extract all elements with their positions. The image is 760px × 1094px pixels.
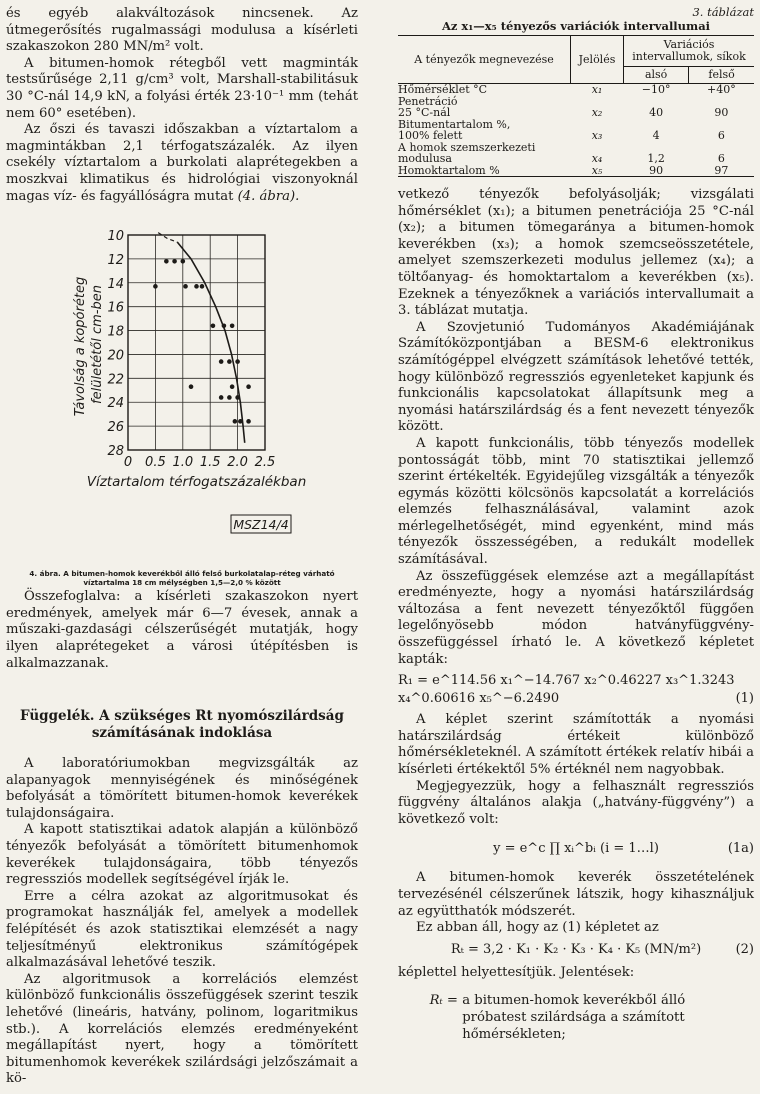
x-tick-label: 0 [123,455,133,471]
table-number: 3. táblázat [692,5,754,19]
equation-1 [398,672,754,708]
data-point [181,259,186,264]
data-point [235,395,240,400]
cell-symbol: x₄ [591,152,603,165]
appendix-title-line: Függelék. A szükséges Rt nyomószilárdság [20,708,344,725]
cell-max: 97 [714,163,729,177]
paragraph: Megjegyezzük, hogy a felhasznált regressziós függvény általános alakja („hatvány-függvény”) a következő volt: [398,778,754,827]
table-row [398,130,754,142]
data-point [227,359,232,364]
data-point [233,419,238,424]
y-tick-label: 22 [107,372,124,388]
paragraph: és egyéb alakváltozások nincsenek. Az útmegerősítés rugalmassági modulusa a kísérleti szakaszokon 280 MN/m² volt. [6,6,358,55]
definition-symbol: Rₜ = [429,993,458,1009]
y-tick-label: 18 [107,324,124,340]
x-axis-label-line-1: Víztartalom térfogatszázalékban [86,474,307,491]
cell-symbol: x₁ [591,83,603,96]
paragraph: A bitumen-homok rétegből vett magminták testsűrűsége 2,11 g/cm³ volt, Marshall-stabilitásuk 30 °C-nál 14,9 kN, a folyási érték 23·10⁻¹ mm (tehát nem 60° esetében). [6,55,358,121]
stamp-text: MSZ14/4 [233,517,289,533]
paragraph: Ez abban áll, hogy az (1) képletet az [416,920,659,936]
equation-2-formula: Rₜ = 3,2 · K₁ · K₂ · K₃ · K₄ · K₅ (MN/m²) [450,941,702,957]
paragraph: A kapott funkcionális, több tényezős modellek pontosságát több, mint 70 statisztikai jellemző szerint értékelték. Egyidejűleg vizsgálták a tényezők egymás közötti kölcsönös kapcsolatát a korrelációs elemzés felhasználásával, valamint azok mérlegelhetőségét, mind egyenként, mind más tényezők összességében, a redukált modellek számításával. [398,435,754,568]
cell-name: A homok szemszerkezeti [398,140,536,154]
data-point [230,324,235,329]
cell-name: Penetráció [398,94,458,108]
data-point [222,324,227,329]
cell-name: 100% felett [398,129,463,142]
paragraph: A Szovjetunió Tudományos Akadémiájának Számítóközpontjában a BESM-6 elektronikus számítógéppel elvégzett számítások lehetővé tették, hogy különböző regressziós egyenleteket kapjunk és funkcionális kapcsolatokat állapítsunk meg a nyomási határszilárdság és a fent nevezett tényezők között. [398,319,754,435]
equation-1a-formula: y = e^c ∏ xᵢ^bᵢ (i = 1…l) [493,841,659,857]
left-column [6,6,358,1088]
x-tick-label: 1.0 [172,455,194,471]
y-axis-label-line-1: Távolság a kopóréteg [73,276,88,417]
right-column [398,6,754,1043]
figure-reference: (4. ábra). [237,188,300,204]
cell-name: Hőmérséklet °C [398,83,488,96]
table-body [398,84,754,177]
cell-name: Bitumentartalom %, [398,117,511,131]
paragraph: A képlet szerint számították a nyomási határszilárdság értékeit különböző hőmérsékleteknél. A számított értékek relatív hibái a kísérleti értékektől 5% értéknél nem nagyobbak. [398,712,754,777]
y-tick-label: 24 [107,396,124,412]
data-point [235,359,240,364]
scatter-chart [6,211,358,561]
cell-max: +40° [707,83,736,96]
table-row [398,96,754,108]
y-tick-label: 16 [107,300,124,316]
equation-1-formula: R₁ = e^114.56 x₁^−14.767 x₂^0.46227 x₃^1.3243 x₄^0.60616 x₅^−6.2490 [398,673,735,707]
figure-4 [6,211,358,588]
cell-min: 4 [652,129,660,142]
cell-min: −10° [641,83,671,96]
table-row [398,165,754,177]
table-row [398,84,754,96]
header-name: A tényezők megnevezése [398,36,571,84]
y-tick-label: 14 [107,276,124,292]
equation-1-number: (1) [735,691,754,707]
cell-symbol: x₂ [591,106,603,119]
header-max: felső [689,67,754,84]
data-point [219,359,224,364]
data-point [153,284,158,289]
equation-2-number: (2) [735,941,754,957]
cell-max: 90 [714,106,729,119]
data-point [189,385,194,390]
data-point [219,395,224,400]
x-tick-label: 0.5 [145,455,166,471]
paragraph: vetkező tényezők befolyásolják; vizsgálati hőmérséklet (x₁); a bitumen penetrációja 25 °C-nál (x₂); a bitumen tömegaránya a bitumen-homok keverékben (x₃); a homok szemcseösszetétele, amelyet szemszerkezeti modulus jellemez (x₄); a töltőanyag- és homoktartalom a keverékben (x₅). Ezeknek a tényezőknek a variációs intervallumait a 3. táblázat mutatja. [398,187,754,319]
equation-2 [398,941,754,959]
appendix-title-line: számításának indoklása [91,725,273,742]
data-point [246,419,251,424]
y-tick-label: 12 [107,253,124,269]
paragraph [6,122,358,205]
x-tick-label: 1.5 [199,455,221,471]
x-tick-label: 2.5 [254,455,276,471]
cell-min: 1,2 [647,152,665,165]
equation-1a-number: (1a) [727,841,754,857]
cell-symbol: x₅ [591,163,603,177]
fit-curve-dashed [158,233,177,243]
table-row [398,107,754,119]
data-point [183,284,188,289]
paragraph: A laboratóriumokban megvizsgálták az alapanyagok mennyiségének és minőségének befolyását a tömörített bitumen-homok keverékek tulajdonságaira. [6,756,358,821]
data-point [200,284,205,289]
paragraph: A kapott statisztikai adatok alapján a különböző tényezők befolyását a tömörített bitumenhomok keverékek tulajdonságaira, több tényezős regressziós modellek segítségével írják le. [6,822,358,888]
y-tick-label: 20 [107,348,124,364]
y-tick-label: 26 [107,420,124,436]
header-range: Variációs intervallumok, síkok [624,36,755,67]
paragraph: Az összefüggések elemzése azt a megállapítást eredményezte, hogy a nyomási határszilárdság változása a fent nevezett tényezőktől függően legelőnyösebb módon hatványfüggvény-összefüggéssel írható le. A következő képletet kapták: [398,568,754,667]
variation-table [398,35,754,177]
cell-name: 25 °C-nál [398,106,451,119]
table-row [398,153,754,165]
figure-caption: 4. ábra. A bitumen-homok keverékből álló felső burkolatalap-réteg várható víztartalma 18 cm mélységben 1,5—2,0 % között [29,569,335,588]
header-symbol: Jelölés [571,36,624,84]
definition-rt [420,993,754,1043]
y-tick-label: 28 [107,444,124,460]
data-point [246,385,251,390]
data-point [211,324,216,329]
table-title: Az x₁—x₅ tényezős variációk intervallumai [441,19,711,33]
paragraph: Erre a célra azokat az algoritmusokat és programokat használják fel, amelyek a modellek felépítését és azok statisztikai elemzését a nagy teljesítményű elektronikus számítógépek alkalmazásával lehetővé teszik. [6,888,358,971]
equation-1a [398,840,754,858]
data-point [227,395,232,400]
paragraph: képlettel helyettesítjük. Jelentések: [398,964,635,980]
cell-name: Homoktartalom % [398,163,500,177]
paragraph: A bitumen-homok keverék összetételének tervezésénél célszerűnek látszik, hogy kihasználjuk az együtthatók módszerét. [398,870,754,919]
data-point [194,284,199,289]
cell-min: 40 [649,106,664,119]
paragraph-text: Az őszi és tavaszi időszakban a víztartalom a magmintákban 2,1 térfogatszázalék. Az ilyen csekély víztartalom a burkolati alaprétegekben a moszkvai klimatikus és hidrológiai viszonyoknál magas víz- és fagyállóságra mutat [6,122,358,204]
paragraph: Az algoritmusok a korrelációs elemzést különböző funkcionális összefüggések szerint teszik lehetővé (lineáris, hatvány, polinom, logaritmikus stb.). A korrelációs elemzés eredményeként megállapítást nyert, hogy a tömörített bitumenhomok keverékek szilárdsági jelzőszámait a kö- [6,971,358,1087]
cell-max: 6 [717,152,725,165]
cell-name: modulusa [398,152,452,165]
data-point [172,259,177,264]
summary-paragraph: Összefoglalva: a kísérleti szakaszokon nyert eredmények, amelyek már 6—7 évesek, annak a műszaki-gazdasági célszerűségét mutatják, hogy ilyen alaprétegeket a városi útépítésben is alkalmazzanak. [6,589,358,671]
fit-curve [177,242,244,443]
data-point [164,259,169,264]
cell-max: 6 [717,129,725,142]
data-point [238,419,243,424]
appendix-title [6,708,358,742]
definition-text: a bitumen-homok keverékből álló próbatest szilárdsága a számított hőmérsékleten; [462,993,686,1042]
y-axis-label-line-2: felületétől cm-ben [90,285,105,405]
header-min: alsó [624,67,689,84]
x-tick-label: 2.0 [227,455,248,471]
y-tick-label: 10 [107,229,124,245]
data-point [230,385,235,390]
cell-symbol: x₃ [591,129,603,142]
cell-min: 90 [649,163,664,177]
